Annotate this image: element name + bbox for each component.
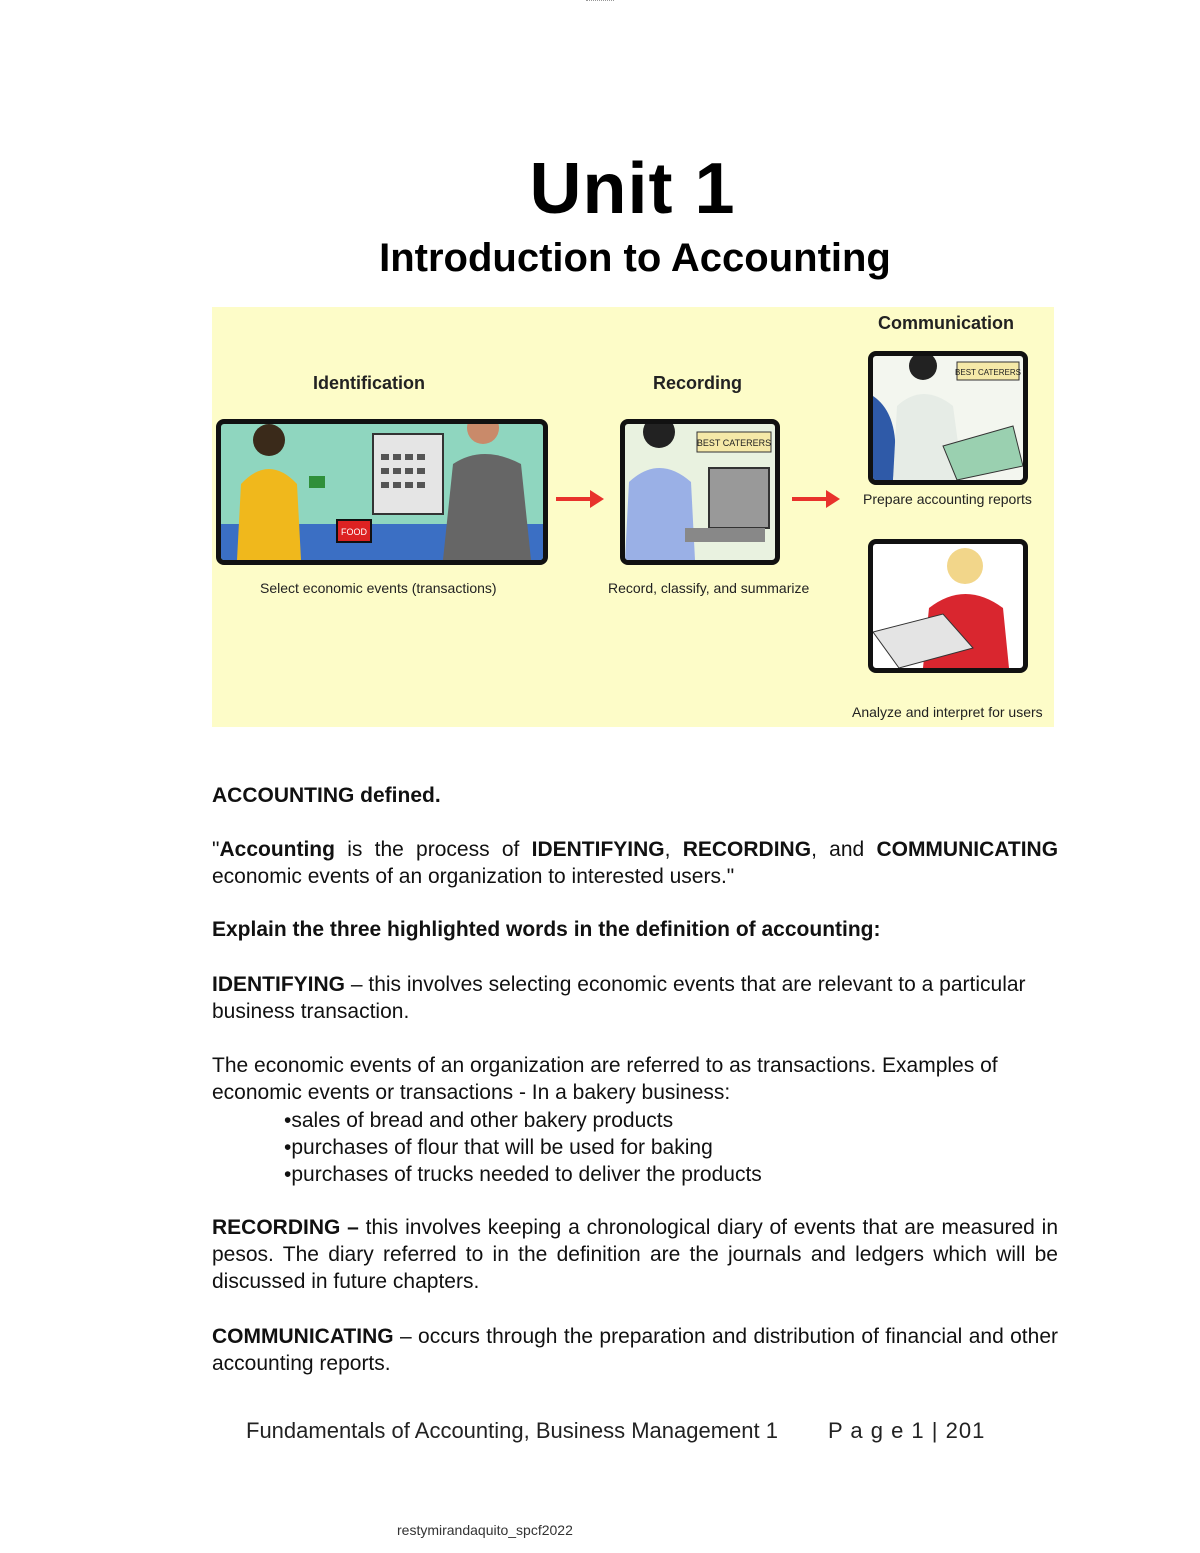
- bakery-examples-list: [284, 1107, 762, 1188]
- identifying-text: – this involves selecting economic events that are relevant to a particular business transaction.: [212, 973, 1026, 1023]
- list-item: • purchases of flour that will be used for baking: [284, 1134, 762, 1161]
- identification-label: Identification: [313, 373, 425, 393]
- term-recording: RECORDING: [682, 838, 812, 861]
- communication-caption-analyze: Analyze and interpret for users: [852, 704, 1043, 720]
- analyze-interpret-illustration: [868, 539, 1028, 673]
- communication-caption-reports: Prepare accounting reports: [863, 491, 1032, 507]
- list-item: • purchases of trucks needed to deliver the products: [284, 1161, 762, 1188]
- term-communicating: COMMUNICATING: [876, 838, 1059, 861]
- definition-separator: , and: [811, 838, 877, 861]
- accounting-definition: [212, 836, 1058, 890]
- communication-label: Communication: [878, 313, 1015, 333]
- recording-paragraph: [212, 1214, 1058, 1295]
- definition-separator: ,: [664, 838, 683, 861]
- term-identifying: IDENTIFYING: [531, 838, 665, 861]
- communicating-text: – occurs through the preparation and distribution of financial and other accounting reports.: [212, 1325, 1058, 1375]
- definition-quote: ": [212, 838, 220, 861]
- identification-caption: Select economic events (transactions): [260, 580, 497, 596]
- footer-page-number: P a g e 1 | 201: [828, 1418, 986, 1443]
- recording-text: this involves keeping a chronological diary of events that are measured in pesos. The diary referred to in the definition are the journals and ledgers which will be discussed in future chapters.: [212, 1216, 1058, 1293]
- arrow-icon: [556, 497, 592, 501]
- section-heading: ACCOUNTING defined.: [212, 784, 441, 807]
- transactions-paragraph: The economic events of an organization are referred to as transactions. Examples of economic events or transactions - In a bakery business:: [212, 1054, 998, 1104]
- top-mark: [586, 0, 614, 5]
- watermark: restymirandaquito_spcf2022: [397, 1522, 573, 1538]
- identification-illustration: [216, 419, 548, 565]
- communicating-term: COMMUNICATING: [212, 1325, 394, 1348]
- reader-newspaper-icon: [873, 544, 1023, 668]
- accounting-process-figure: [212, 307, 1054, 727]
- arrow-icon: [792, 497, 828, 501]
- definition-text: is the process of: [334, 838, 532, 861]
- list-item: • sales of bread and other bakery products: [284, 1107, 762, 1134]
- best-caterers-sign: BEST CATERERS: [955, 368, 1021, 377]
- prepare-reports-illustration: [868, 351, 1028, 485]
- identifying-paragraph: [212, 971, 1032, 1025]
- footer-course: Fundamentals of Accounting, Business Management 1: [246, 1418, 778, 1443]
- page-title: Unit 1: [529, 149, 736, 229]
- recording-term: RECORDING –: [212, 1216, 359, 1239]
- definition-term: Accounting: [219, 838, 335, 861]
- explain-heading: Explain the three highlighted words in the definition of accounting:: [212, 918, 881, 941]
- food-box-text: FOOD: [341, 527, 367, 537]
- communicating-paragraph: [212, 1323, 1058, 1377]
- best-caterers-sign: BEST CATERERS: [696, 438, 772, 448]
- identifying-term: IDENTIFYING: [212, 973, 346, 996]
- accountant-writing-icon: [873, 356, 1023, 480]
- cashier-transaction-icon: [221, 424, 543, 560]
- recording-illustration: [620, 419, 780, 565]
- bookkeeper-computer-icon: [625, 424, 775, 560]
- recording-caption: Record, classify, and summarize: [608, 580, 810, 596]
- definition-text: economic events of an organization to interested users.": [212, 865, 735, 888]
- page-subtitle: Introduction to Accounting: [379, 236, 891, 280]
- recording-label: Recording: [653, 373, 743, 393]
- page-footer: [246, 1418, 985, 1444]
